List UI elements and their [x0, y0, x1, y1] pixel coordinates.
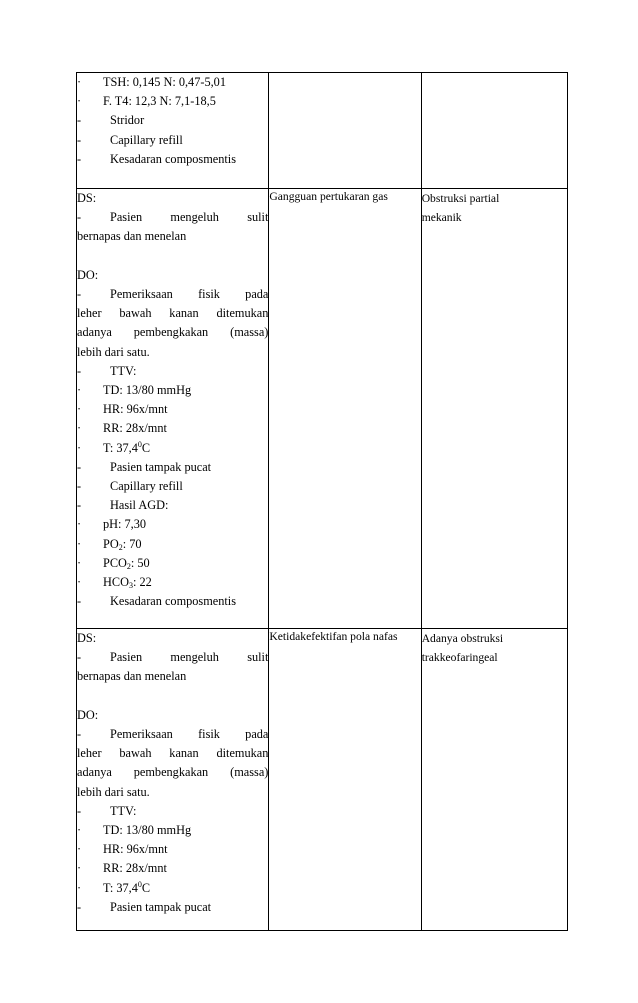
problem-cell — [269, 189, 421, 629]
list-item: · HR: 96x/mnt — [77, 842, 168, 857]
list-item: - Kesadaran composmentis — [77, 594, 237, 609]
data-cell: DS: - Pasien mengeluh sulit bernapas dan menelan DO: - Pemeriksaan fisik pada leher bawah kanan ditemukan adanya pembengkakan (massa) lebih dari satu. - TTV: · TD: 13/80 mmHg · HR: 96x/mnt · RR: 28x/mnt · T: 37,4$^0$C - Pasien tampak pucat - Capillary refill - Hasil AGD: · pH: 7,30 · $PO_2$: 70 · $PCO_2$: 50 · $HCO_3$: 22 - Kesadaran composmentis — [77, 189, 269, 629]
list-item: - Stridor — [77, 113, 145, 128]
list-item: - TTV: — [77, 363, 137, 378]
table-row — [77, 189, 568, 629]
problem-text: Ketidakefektifan pola nafas — [269, 630, 398, 643]
list-item: · $HCO_3$: 22 — [77, 575, 152, 591]
list-item: · RR: 28x/mnt — [77, 421, 167, 436]
list-item: - Capillary refill — [77, 132, 183, 147]
list-item: - TTV: — [77, 803, 137, 818]
list-item: - Hasil AGD: — [77, 498, 169, 513]
data-cell: DS: - Pasien mengeluh sulit bernapas dan menelan DO: - Pemeriksaan fisik pada leher bawah kanan ditemukan adanya pembengkakan (massa) lebih dari satu. - TTV: · TD: 13/80 mmHg · HR: 96x/mnt · RR: 28x/mnt · T: 37,4$^0$C - Pasien tampak pucat — [77, 629, 269, 931]
list-item: · pH: 7,30 — [77, 517, 147, 532]
do-label: DO: — [77, 707, 99, 722]
etiology-cell: Adanya obstruksi trakkeofaringeal — [421, 629, 567, 931]
list-item: - Kesadaran composmentis — [77, 151, 237, 166]
etiology-cell: Obstruksi partial mekanik — [421, 189, 567, 629]
etiology-text: Obstruksi partial — [421, 192, 500, 205]
ds-label: DS: — [77, 631, 97, 645]
list-item: · HR: 96x/mnt — [77, 402, 168, 417]
list-item: · T: 37,4$^0$C — [77, 439, 151, 455]
problem-text: Gangguan pertukaran gas — [269, 190, 388, 203]
list-item: · RR: 28x/mnt — [77, 861, 167, 876]
do-label: DO: — [77, 267, 99, 282]
list-item: - Pasien tampak pucat — [77, 459, 212, 474]
list-item: · TSH: 0,145 N: 0,47-5,01 — [77, 75, 226, 89]
list-item: · F. T4: 12,3 N: 7,1-18,5 — [77, 94, 216, 109]
ds-label: DS: — [77, 191, 97, 205]
list-item: · $PCO_2$: 50 — [77, 555, 150, 571]
ds-text: Pasien mengeluh sulit — [110, 210, 269, 225]
problem-cell — [269, 629, 421, 931]
etiology-cell — [421, 73, 567, 189]
list-item: - Capillary refill — [77, 479, 183, 494]
do-text: Pemeriksaan fisik pada — [110, 727, 269, 741]
nursing-analysis-table — [76, 72, 568, 931]
list-item: · TD: 13/80 mmHg — [77, 823, 192, 838]
data-cell — [77, 73, 269, 189]
list-item: · $PO_2$: 70 — [77, 536, 142, 552]
etiology-text: Adanya obstruksi — [421, 632, 504, 645]
ds-text: Pasien mengeluh sulit — [110, 650, 269, 665]
do-text: Pemeriksaan fisik pada — [110, 287, 269, 301]
problem-cell — [269, 73, 421, 189]
list-item: - Pasien tampak pucat — [77, 899, 212, 914]
table-row — [77, 629, 568, 931]
list-item: · TD: 13/80 mmHg — [77, 383, 192, 398]
table-row — [77, 73, 568, 189]
list-item: · T: 37,4$^0$C — [77, 879, 151, 895]
